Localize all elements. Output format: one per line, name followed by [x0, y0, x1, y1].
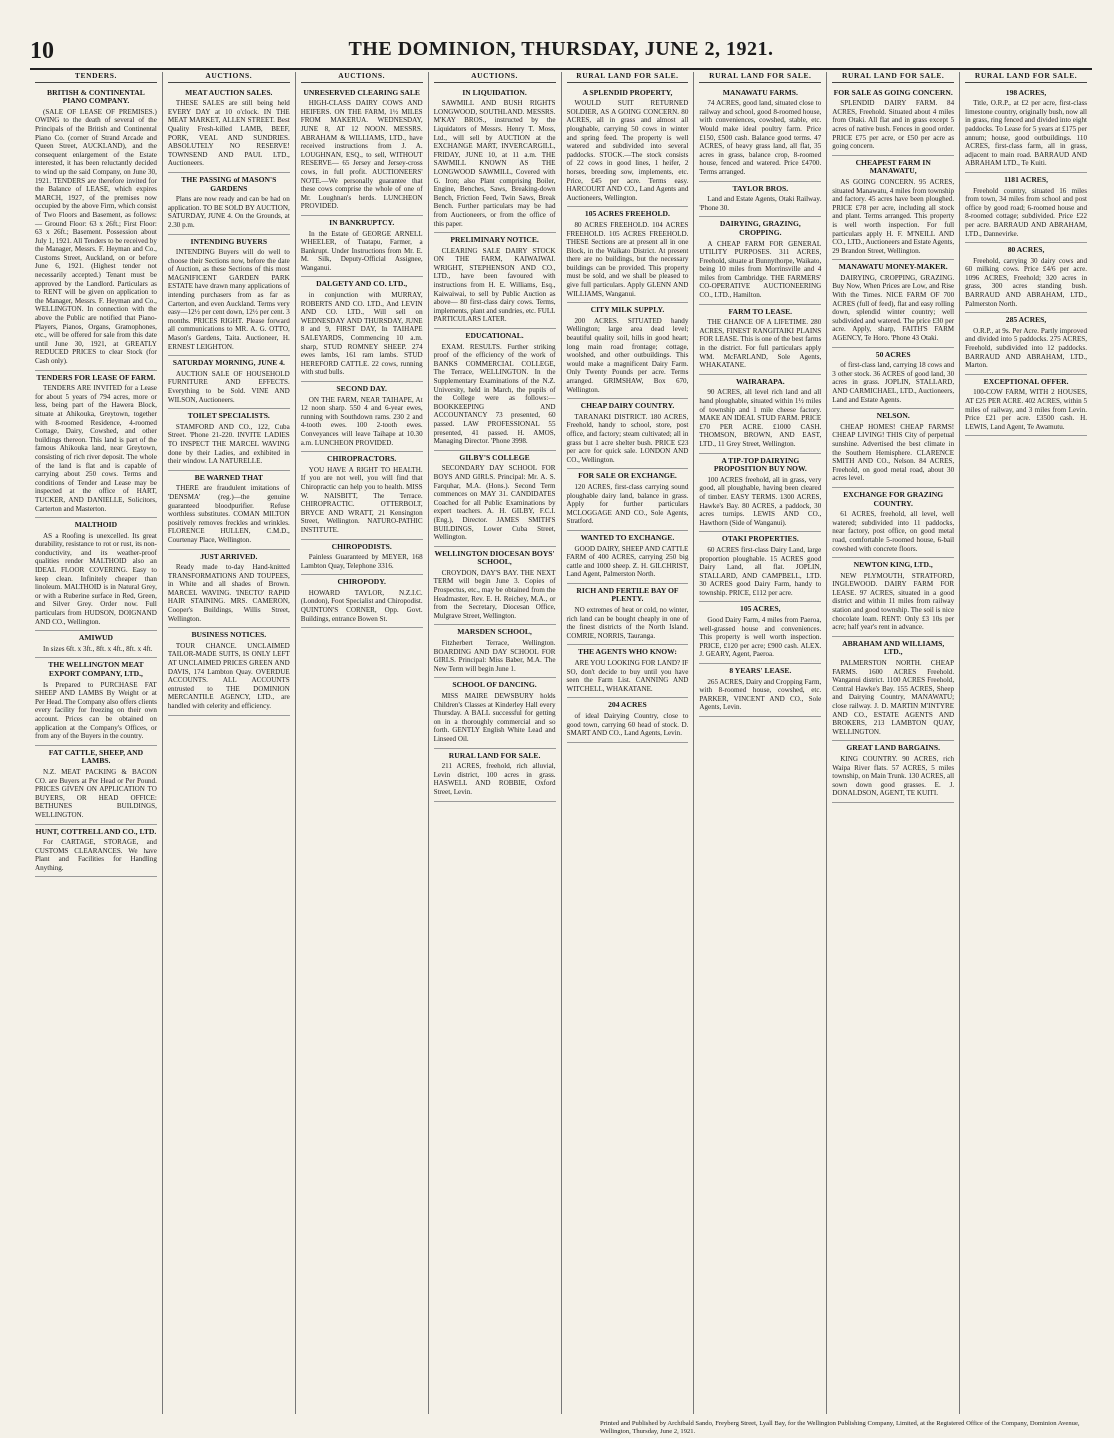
ad-title: MARSDEN SCHOOL, — [457, 627, 532, 637]
masthead — [30, 38, 1092, 70]
advertisement — [434, 547, 556, 626]
ad-body: INTENDING Buyers will do well to choose their Sections now, before the date of Auction, as these Sections of this most MAGNIFICENT GARDEN PARK ESTATE have drawn many applications of intending purchasers from as far as Carterton, and even Auckland. Terms very easy—12½ per cent down, 12½ per cent. 3 months. PRICES RIGHT. Please forward all communications to MR. A. G. OTTO, Mason's Gardens, Taita. Auctioneer, H. ERNEST LEIGHTON. — [167, 248, 290, 351]
ad-title: CHEAPEST FARM IN MANAWATU, — [855, 157, 931, 176]
advertisement — [434, 678, 556, 748]
ad-title: TAYLOR BROS. — [732, 183, 789, 193]
advertisement — [699, 664, 821, 717]
ad-title: IN LIQUIDATION. — [462, 87, 527, 97]
advertisement — [301, 216, 423, 278]
ad-title: 204 ACRES — [608, 700, 647, 710]
ad-title: HUNT, COTTRELL AND CO., LTD. — [35, 826, 157, 836]
ad-body: DAIRYING, CROPPING, GRAZING. Buy Now, When Prices are Low, and Rise With the Times. NICE FARM OF 700 ACRES (full of feed), flat and easy rolling down, splendid winter country; well subdivided and watered. The price £30 per acre. Apply, sharp, FAITH'S FARM AGENCY, Te Horo. 'Phone 43 Otaki. — [832, 273, 955, 343]
ad-title: CITY MILK SUPPLY. — [590, 305, 665, 315]
advertisement — [168, 550, 290, 629]
column-heading: AUCTIONS. — [434, 72, 556, 83]
page-number: 10 — [30, 38, 54, 64]
column-heading: RURAL LAND FOR SALE. — [832, 72, 954, 83]
column-3 — [296, 72, 429, 1414]
ad-title: 50 ACRES — [875, 349, 911, 359]
ad-body: MISS MAIRE DEWSBURY holds Children's Classes at Kinderley Hall every Thursday. A BALL successful for getting on in a thoroughly commercial and so forth. GENTLY English White Lead and Linseed Oil. — [433, 692, 556, 743]
advertisement — [434, 625, 556, 678]
ad-body: 211 ACRES, freehold, rich alluvial, Levin district, 100 acres in grass. HASWELL AND ROBBIE, Oxford Street, Levin. — [433, 762, 556, 796]
ad-body: (SALE OF LEASE OF PREMISES.) OWING to the death of several of the Principals of the British and Continental Piano Co. (corner of Strand Arcade and Queen Street, AUCKLAND), and the consequent enlargement of the Estate interested, it has been reluctantly decided to wind up the said Company, on June 30, 1921. TENDERS are therefore invited for the Balance of LEASE, which expires MARCH, 1927, of the premises now occupied by the above Firm, which consist of Two Floors and Basement, as follows:— Ground Floor: 63 x 26ft.; First Floor: 63 x 26ft.; Basement. Possession about July 1, 1921. All Tenders to be received by the Manager, Messrs. F. Heyman and Co., Customs Street, Auckland, on or before June 6, 1921. (Highest tender not necessarily accepted.) Tenant must be approved by the Landlord. Particulars as to RENT will be given on application to the Manager, Messrs. F. Heyman and Co., WELLINGTON. In connection with the above the Public are notified that Piano-Players, Pianos, Organs, Gramophones, etc., will be offered for sale from this date until June 30, 1921, at GREATLY REDUCED PRICES to clear Stock (for Cash only). — [35, 107, 157, 365]
ad-body: TOUR CHANCE. UNCLAIMED TAILOR-MADE SUITS, IS ONLY LEFT AT UNCLAIMED PRICES GREEN AND DAVIS, 174 Lambton Quay. OVERDUE ACCOUNTS. ALL ACCOUNTS entrusted to THE DOMINION MERCANTILE AGENCY, LTD., are handled with celerity and efficiency. — [167, 641, 290, 710]
column-heading: RURAL LAND FOR SALE. — [965, 72, 1087, 83]
ad-title: EXCHANGE FOR GRAZING COUNTRY. — [843, 489, 944, 508]
ad-title: THE PASSING of MASON'S GARDENS — [181, 174, 277, 193]
ad-body: 80 ACRES FREEHOLD. 104 ACRES FREEHOLD. 105 ACRES FREEHOLD. THESE Sections are at present all in one Block, in the Waikato District. At present there are no buildings, but the necessary buildings can be provided. This property must be sold, and we shall be pleased to give full particulars. Apply GLENN AND WILLIAMS, Wanganui. — [566, 220, 689, 298]
ad-title: TOILET SPECIALISTS. — [187, 411, 270, 421]
ad-title: MALTHOID — [74, 520, 118, 530]
ad-title: A TIP-TOP DAIRYING PROPOSITION BUY NOW. — [713, 455, 807, 474]
advertisement — [699, 602, 821, 664]
column-heading: RURAL LAND FOR SALE. — [567, 72, 689, 83]
ad-body: Painless Guaranteed by MEYER, 168 Lambton Quay, Telephone 3316. — [300, 553, 423, 570]
advertisement — [168, 235, 290, 357]
ad-body: STAMFORD AND CO., 122, Cuba Street. 'Phone 21-220. INVITE LADIES TO INSPECT THE MARCEL WAVING done by their Ladies, and exhibited in their window. LA NATURELLE. — [167, 422, 290, 466]
advertisement — [301, 452, 423, 539]
column-2 — [163, 72, 296, 1414]
advertisement — [301, 540, 423, 576]
ad-body: HIGH-CLASS DAIRY COWS AND HEIFERS. ON THE FARM, 1½ MILES FROM MAKERUA. WEDNESDAY, JUNE 8, AT 12 NOON. MESSRS. ABRAHAM & WILLIAMS, LTD., have received instructions from J. A. LOUGHNAN, ESQ., to sell, WITHOUT RESERVE— 65 Jersey and Jersey-cross cows, in full profit. AUCTIONEERS' NOTE.—We personally guarantee that these cows comprise the whole of one of Mr. Loughnan's herds. LUNCHEON PROVIDED. — [300, 99, 423, 211]
ad-body: THESE SALES are still being held EVERY DAY at 10 o'clock. IN THE MEAT MARKET, ALLEN STREET. Best Quality Fresh-killed LAMB, BEEF, PORK, VEAL AND SUNDRIES. ABSOLUTELY NO RESERVE! TOWNSEND AND PAUL LTD., Auctioneers. — [167, 99, 290, 168]
advertisement — [699, 532, 821, 602]
ad-body: 200 ACRES. SITUATED handy Wellington; large area dead level; beautiful quality soil, hills in good heart; long main road frontage; cottage, woolshed, and other outbuildings. This would make a magnificent Dairy Farm. Only Twenty Pounds per acre. Terms arranged. GRIMSHAW, Box 670, Wellington. — [566, 316, 689, 394]
columns-container — [30, 72, 1092, 1414]
ad-body: CHEAP HOMES! CHEAP FARMS! CHEAP LIVING! THIS City of perpetual sunshine. Advertised the best climate in the Southern Hemisphere. CLARENCE SMITH AND CO., Nelson. 84 ACRES, Freehold, on good metal road, about 30 acres level. — [832, 422, 955, 483]
ad-body: 60 ACRES first-class Dairy Land, large proportion ploughable. 15 ACRES good Dairy Land, all flat. JOPLIN, STALLARD, AND CAMPBELL, LTD. 30 ACRES good Dairy Farm, handy to township. PRICE, £112 per acre. — [699, 545, 822, 597]
ad-title: PRELIMINARY NOTICE. — [450, 235, 539, 245]
advertisement — [567, 531, 689, 584]
advertisement — [965, 313, 1087, 375]
ad-body: 120 ACRES, first-class carrying sound ploughable dairy land, balance in grass. Apply for further particulars MCLOGGAGE AND CO., Sole Agents, Stratford. — [566, 482, 689, 526]
advertisement — [965, 375, 1087, 437]
ad-body: SAWMILL AND BUSH RIGHTS LONGWOOD, SOUTHLAND. MESSRS. M'KAY BROS., instructed by the Liquidators of Messrs. Henry T. Moss, Ltd., will sell by AUCTION at the EXCHANGE MART, INVERCARGILL, FRIDAY, JUNE 10, at 11 a.m. THE SAWMILL KNOWN AS THE LONGWOOD SAWMILL, Covered with G. Iron; also Plant comprising Boiler, Engine, Benches, Saws, Breaking-down Bench, Friction Feed, Twin Saws, Break Bench. Further particulars may be had from Auctioneers, or from the office of this paper. — [433, 99, 556, 228]
advertisement — [35, 825, 157, 878]
ad-body: TARANAKI DISTRICT. 180 ACRES, Freehold, handy to school, store, post office, and factory; steam cultivated; all in grass but 1 acre shelter bush. PRICE £23 per acre for quick sale. LONDON AND CO., Wellington. — [566, 412, 689, 464]
advertisement — [832, 741, 954, 803]
advertisement — [699, 217, 821, 304]
printer-imprint: Printed and Published by Archibald Sando, Freyberg Street, Lyall Bay, for the Wellington Publishing Company, Limited, at the Registered Office of the Company, Dominion Avenue, Wellington, Thursday, June 2, 1921. — [600, 1420, 1080, 1435]
advertisement — [832, 348, 954, 410]
column-8 — [960, 72, 1092, 1414]
ad-body: 100-COW FARM, WITH 2 HOUSES, AT £25 PER ACRE. 402 ACRES, within 5 miles of railway, and 3 miles from Levin. Price £21 per acre. £3500 cash. H. LEWIS, Land Agent, Te Awamutu. — [965, 388, 1087, 431]
ad-body: For CARTAGE, STORAGE, and CUSTOMS CLEARANCES. We have Plant and Facilities for Handling Anything. — [35, 838, 157, 872]
advertisement — [35, 631, 157, 658]
advertisement — [832, 260, 954, 347]
advertisement — [965, 173, 1087, 243]
advertisement — [35, 658, 157, 745]
advertisement — [832, 156, 954, 261]
ad-body: O.R.P., at 9s. Per Acre. Partly improved and divided into 5 paddocks. 275 ACRES, Freehold, subdivided into 12 paddocks. BARRAUD AND ABRAHAM, LTD., Marton. — [965, 326, 1087, 370]
ad-title: WANTED TO EXCHANGE. — [580, 532, 675, 542]
ad-body: CLEARING SALE DAIRY STOCK ON THE FARM, KAIWAIWAI. WRIGHT, STEPHENSON AND CO., LTD., have been favoured with instructions from H. E. Williams, Esq., Kaiwaiwai, to sell by Public Auction as above— 80 first-class dairy cows. Terms, implements, plant and sundries, etc. FULL PARTICULARS LATER. — [433, 246, 556, 324]
advertisement — [699, 375, 821, 454]
advertisement — [301, 277, 423, 382]
column-4 — [429, 72, 562, 1414]
ad-title: RICH AND FERTILE BAY OF PLENTY. — [576, 585, 679, 604]
ad-title: TENDERS FOR LEASE OF FARM. — [36, 372, 156, 382]
advertisement — [965, 86, 1087, 173]
ad-body: Plans are now ready and can be had on application. TO BE SOLD BY AUCTION, SATURDAY, JUNE 4. On the Grounds, at 2.30 p.m. — [167, 195, 290, 229]
ad-title: ABRAHAM AND WILLIAMS, LTD., — [842, 638, 945, 657]
ad-body: Title, O.R.P., at £2 per acre, first-class limestone country, originally bush, now all in grass, ring fenced and divided into eight paddocks. To Lease for 5 years at £175 per annum; house, good outbuildings. 110 ACRES, first-class farm, all in grass, adjacent to main road. BARRAUD AND ABRAHAM LTD., Te Kuiti. — [965, 99, 1087, 168]
ad-body: GOOD DAIRY, SHEEP AND CATTLE FARM of 400 ACRES, carrying 250 big cattle and 1000 sheep. Z. H. GILCHRIST, Land Agent, Palmerston North. — [566, 544, 689, 579]
ad-title: MANAWATU FARMS. — [722, 87, 798, 97]
ad-body: 90 ACRES, all level rich land and all hand ploughable, situated within 1½ miles of township and 1 mile cheese factory. MAKE AN IDEAL STUD FARM. PRICE £70 PER ACRE. £1000 CASH. THOMSON, BROWN, AND EAST, LTD., 11 Grey Street, Wellington. — [699, 388, 822, 448]
ad-body: Fitzherbert Terrace, Wellington. BOARDING AND DAY SCHOOL FOR GIRLS. Principal: Miss Baber, M.A. The New Term will begin June 1. — [433, 639, 556, 673]
advertisement — [168, 173, 290, 235]
ad-title: THE AGENTS WHO KNOW: — [578, 647, 677, 657]
advertisement — [434, 233, 556, 329]
ad-body: 265 ACRES, Dairy and Cropping Farm, with 8-roomed house, cowshed, etc. PARKER, VINCENT AND CO., Sole Agents, Levin. — [699, 677, 822, 712]
ad-title: THE WELLINGTON MEAT EXPORT COMPANY, LTD., — [48, 660, 144, 678]
advertisement — [35, 746, 157, 825]
ad-title: 105 ACRES FREEHOLD. — [584, 209, 670, 219]
ad-body: EXAM. RESULTS. Further striking proof of the efficiency of the work of BANKS COMMERCIAL COLLEGE, The Terrace, WELLINGTON. In the Supplementary Examinations of the N.Z. University, held in March, the pupils of the College were as follows:— BOOKKEEPING AND ACCOUNTANCY 73 presented, 60 passed. LAW PROFESSIONAL 55 presented, 41 passed. H. AMOS, Managing Director. 'Phone 3998. — [433, 342, 556, 446]
ad-title: 198 ACRES, — [1005, 87, 1047, 97]
advertisement — [301, 86, 423, 216]
ad-title: FOR SALE OR EXCHANGE. — [578, 471, 677, 481]
ad-title: CHIROPODY. — [337, 577, 386, 587]
advertisement — [434, 86, 556, 234]
advertisement — [567, 86, 689, 208]
ad-title: A SPLENDID PROPERTY, — [582, 87, 673, 97]
ad-body: HOWARD TAYLOR, N.Z.I.C. (London), Foot Specialist and Chiropodist. QUINTON'S CORNER, Opp. Govt. Buildings, entrance Bowen St. — [300, 588, 423, 623]
ad-body: CROYDON, DAY'S BAY. THE NEXT TERM will begin June 3. Copies of Prospectus, etc., may be obtained from the Headmaster, Rev. E. H. Reichey, M.A., or from the Secretary, Diocesan Office, Mulgrave Street, Wellington. — [433, 568, 556, 620]
ad-body: Freehold, carrying 30 dairy cows and 60 milking cows. Price £4/6 per acre. 1096 ACRES, Freehold; 320 acres in grass, 300 acres standing bush. BARRAUD AND ABRAHAM, LTD., Palmerston North. — [965, 256, 1087, 308]
ad-body: In the Estate of GEORGE ARNELL WHEELER, of Tuatapu, Farmer, a Bankrupt. Under Instructions from Mr. E. M. Silk, Deputy-Official Assignee, Wanganui. — [300, 229, 423, 272]
advertisement — [168, 471, 290, 550]
ad-body: of first-class land, carrying 18 cows and 3 other stock. 36 ACRES of good land, 30 acres in grass. JOPLIN, STALLARD, AND CARMICHAEL, LTD., Auctioneers, Land and Estate Agents. — [832, 361, 955, 404]
ad-body: Ready made to-day Hand-knitted TRANSFORMATIONS AND TOUPEES, in White and all shades of Brown. MARCEL WAVING. 'INECTO' RAPID HAIR STAINING. MRS. CAMERON, Cooper's Buildings, Willis Street, Wellington. — [167, 563, 290, 623]
ad-body: PALMERSTON NORTH. CHEAP FARMS. 1600 ACRES Freehold. Wanganui district. 1100 ACRES Freehold, Central Hawke's Bay. 155 ACRES, Sheep and Dairying Country, MANAWATU; close railway. J. D. MARTIN M'INTYRE AND CO., ESTATE AGENTS AND BROKERS, 213 LAMBTON QUAY, WELLINGTON. — [832, 659, 955, 736]
ad-body: Good Dairy Farm, 4 miles from Paeroa, well-grassed house and conveniences. This property is well worth inspection. PRICE, £120 per acre; £900 cash. ALEX. J. GEARY, Agent, Paeroa. — [699, 616, 822, 659]
ad-body: A CHEAP FARM FOR GENERAL UTILITY PURPOSES. 311 ACRES, Freehold, situate at Bunnythorpe, Waikato, being 10 miles from Morrinsville and 4 miles from Cambridge. THE FARMERS' CO-OPERATIVE AUCTIONEERING CO., LTD., Hamilton. — [699, 239, 822, 300]
ad-title: 1181 ACRES, — [1004, 174, 1048, 184]
advertisement — [434, 451, 556, 547]
ad-body: THE CHANCE OF A LIFETIME. 280 ACRES, FINEST RANGITAIKI PLAINS FOR LEASE. This is one of the best farms in the district. For full particulars apply WM. McFARLAND, Sole Agents, WHAKATANE. — [699, 318, 822, 370]
ad-title: 80 ACRES, — [1007, 245, 1045, 255]
ad-title: SECOND DAY. — [336, 384, 387, 393]
ad-body: TENDERS ARE INVITED for a Lease for about 5 years of 794 acres, more or less, being part of the Hawera Block, situate at Ahikouka, Greytown, together with 8-roomed Residence, 4-roomed Cottage, Dairy, Cowshed, and other buildings thereon. This land is part of the famous Ahikouka land, near Greytown, consisting of rich river deposit. The whole of the land is flat and is capable of carrying about 250 cows. Terms and conditions of Tender and Lease may be inspected at the office of HART, TUCKER, AND DANIELLE, Solicitors, Carterton and Masterton. — [35, 384, 157, 513]
ad-body: Is Prepared to PURCHASE FAT SHEEP AND LAMBS By Weight or at Per Head. The Company also offers clients every facility for freezing on their own account. Prices can be obtained on application at the Company's Offices, or from any of the Buyers in the country. — [35, 680, 157, 741]
advertisement — [567, 303, 689, 399]
advertisement — [699, 182, 821, 218]
ad-title: UNRESERVED CLEARING SALE — [303, 87, 420, 97]
advertisement — [35, 518, 157, 631]
ad-title: WAIRARAPA. — [736, 376, 785, 386]
ad-body: YOU HAVE A RIGHT TO HEALTH. If you are not well, you will find that Chiropractic can help you to health. MISS W. NAISBITT, The Terrace. CHIROPRACTIC. OTTERBOLT, BRYCE AND WRATT, 21 Kensington Street, Wellington. NATURO-PATHIC INSTITUTE. — [300, 465, 423, 534]
ad-title: JUST ARRIVED. — [200, 551, 258, 561]
ad-title: CHIROPRACTORS. — [327, 454, 397, 464]
column-heading: TENDERS. — [35, 72, 157, 83]
advertisement — [832, 488, 954, 558]
ad-title: FAT CATTLE, SHEEP, AND LAMBS. — [48, 747, 144, 766]
ad-title: 285 ACRES, — [1005, 315, 1047, 325]
advertisement — [832, 558, 954, 637]
ad-title: SCHOOL OF DANCING. — [452, 680, 537, 690]
ad-body: WOULD SUIT RETURNED SOLDIER, AS A GOING CONCERN. 80 ACRES, all in grass and almost all ploughable, carrying 50 cows in winter and spring feed. The property is well watered and subdivided into several paddocks. STOCK.—The stock consists of 22 cows in good lines, 1 heifer, 2 horses, breeding sow, implements, etc. Price, £45 per acre. Terms easy. HARCOURT AND CO., Land Agents and Auctioneers, Wellington. — [566, 99, 689, 202]
ad-title: DAIRYING, GRAZING, CROPPING. — [719, 219, 801, 237]
ad-body: in conjunction with MURRAY, ROBERTS AND CO. LTD., And LEVIN AND CO. LTD., Will sell on WEDNESDAY AND THURSDAY, JUNE 8 and 9, FIRST DAY, In TAIHAPE SALEYARDS, Commencing 10 a.m. sharp, STUD ROMNEY SHEEP. 274 ewes lambs, 161 ram lambs. STUD HEREFORD CATTLE. 22 cows, running with stud bulls. — [300, 291, 423, 377]
ad-title: WELLINGTON DIOCESAN BOYS' SCHOOL, — [434, 548, 555, 567]
ad-title: 105 ACRES, — [740, 604, 781, 614]
ad-title: EDUCATIONAL. — [465, 331, 524, 341]
ad-title: BRITISH & CONTINENTAL PIANO COMPANY. — [47, 87, 145, 106]
advertisement — [567, 584, 689, 646]
ad-title: BE WARNED THAT — [194, 472, 263, 482]
ad-title: EXCEPTIONAL OFFER. — [983, 376, 1069, 386]
ad-body: SECONDARY DAY SCHOOL FOR BOYS AND GIRLS. Principal: Mr. A. S. Farquhar, M.A. (Hons.). Second Term commences on MAY 31. CANDIDATES Coached for all Public Examinations by expert teachers. A. H. GILBY, F.C.I. (Eng.), Director. JAMES SMITH'S BUILDINGS, Lower Cuba Street, Wellington. — [433, 464, 556, 542]
advertisement — [699, 86, 821, 182]
advertisement — [832, 409, 954, 488]
ad-title: GREAT LAND BARGAINS. — [846, 743, 940, 753]
advertisement — [832, 86, 954, 156]
ad-body: NEW PLYMOUTH, STRATFORD, INGLEWOOD. DAIRY FARM FOR LEASE. 97 ACRES, situated in a good district and within 11 miles from railway station and good township. The soil is nice chocolate loam. RENT: Only £3 10s per acre; half year's rent in advance. — [832, 571, 955, 632]
ad-title: NEWTON KING, LTD., — [853, 560, 933, 570]
advertisement — [567, 698, 689, 742]
ad-body: KING COUNTRY. 90 ACRES, rich Waipa River flats. 57 ACRES, 5 miles township, on Main Trunk. 130 ACRES, all sown down good grasses. E. J. DONALDSON, AGENT, TE KUITI. — [832, 754, 955, 798]
ad-body: AS a Roofing is unexcelled. Its great durability, resistance to rot or rust, its non-conductivity, and its weather-proof qualities render MALTHOID also an IDEAL FLOOR COVERING. Easy to keep clean. Infinitely cheaper than linoleum. MALTHOID is in Natural Grey, or with a Ruberine surface in Red, Green, and Silver Grey. Order now. Full particulars from HUDSON, DOIGNAND AND CO., Wellington. — [35, 531, 157, 626]
ad-title: SATURDAY MORNING, JUNE 4. — [172, 358, 285, 368]
advertisement — [168, 356, 290, 409]
ad-body: Freehold country, situated 16 miles from town, 34 miles from school and post office by good road; 6-roomed house and 8-roomed cottage; subdivided. Price £22 per acre. BARRAUD AND ABRAHAM, LTD., Dannevirke. — [965, 186, 1087, 238]
newspaper-title: THE DOMINION, THURSDAY, JUNE 2, 1921. — [348, 38, 774, 60]
ad-title: NELSON. — [876, 411, 910, 421]
advertisement — [832, 637, 954, 742]
advertisement — [301, 575, 423, 628]
ad-body: N.Z. MEAT PACKING & BACON CO. are Buyers at Per Head or Per Pound. PRICES GIVEN ON APPLICATION TO BUYERS, OR HEAD OFFICE: BETHUNES BUILDINGS, WELLINGTON. — [35, 767, 157, 819]
advertisement — [301, 382, 423, 452]
advertisement — [35, 371, 157, 519]
column-heading: AUCTIONS. — [301, 72, 423, 83]
advertisement — [35, 86, 157, 371]
ad-title: FOR SALE AS GOING CONCERN. — [833, 87, 953, 97]
ad-body: ARE YOU LOOKING FOR LAND? IF SO, don't decide to buy until you have seen the Farm List. CANNING AND WITCHELL, WHAKATANE. — [566, 659, 689, 693]
column-heading: AUCTIONS. — [168, 72, 290, 83]
ad-body: SPLENDID DAIRY FARM. 84 ACRES, Freehold. Situated about 4 miles from Otaki. All flat and in grass except 5 acres of native bush. Fences in good order. PRICE £75 per acre, or £50 per acre as going concern. — [832, 99, 955, 151]
ad-title: AMIWUD — [78, 633, 114, 643]
ad-body: Land and Estate Agents, Otaki Railway. 'Phone 30. — [699, 195, 822, 212]
ad-title: CHEAP DAIRY COUNTRY. — [580, 401, 675, 411]
ad-body: 74 ACRES, good land, situated close to railway and school, good 8-roomed house, with conveniences, cowshed, stable, etc. Would make ideal poultry farm. Price £150, £500 cash. Balance good terms. 47 ACRES, of heavy grass land, all flat, 35 acres in grass, balance crop, 8-roomed house, fenced and watered. Price £4700. Terms arranged. — [699, 99, 822, 176]
ad-body: 100 ACRES freehold, all in grass, very good, all ploughable, having been cleared of timber. EASY TERMS. 1300 ACRES, Hawke's Bay. 80 ACRES, a paddock, 30 acres turnips. LEWIS AND CO., Hawthorn (Side of Wanganui). — [699, 475, 822, 527]
column-heading: RURAL LAND FOR SALE. — [699, 72, 821, 83]
ad-title: DALGETY AND CO. LTD., — [316, 279, 408, 289]
advertisement — [434, 329, 556, 451]
advertisement — [965, 243, 1087, 313]
advertisement — [168, 628, 290, 715]
column-7 — [827, 72, 960, 1414]
ad-body: In sizes 6ft. x 3ft., 8ft. x 4ft., 8ft. x 4ft. — [43, 644, 153, 653]
ad-title: GILBY'S COLLEGE — [459, 452, 530, 462]
ad-title: MEAT AUCTION SALES. — [185, 87, 273, 97]
ad-body: 61 ACRES, freehold, all level, well watered; subdivided into 11 paddocks, near factory, post office, on good metal road, comfortable 5-roomed house, 6-bail cowshed with concrete floors. — [832, 510, 955, 553]
ad-body: NO extremes of heat or cold, no winter, rich land can be bought cheaply in one of the finest districts of the North Island. COMRIE, NORRIS, Tauranga. — [566, 606, 689, 640]
ad-title: OTAKI PROPERTIES. — [721, 534, 799, 544]
ad-body: ON THE FARM, NEAR TAIHAPE, At 12 noon sharp. 550 4 and 6-year ewes, running with Southdown rams. 230 2 and 4-tooth ewes. 100 2-tooth ewes. Conveyances will leave Taihape at 10.30 a.m. LUNCHEON PROVIDED. — [300, 395, 423, 447]
advertisement — [168, 86, 290, 173]
column-1 — [30, 72, 163, 1414]
ad-body: AUCTION SALE OF HOUSEHOLD FURNITURE AND EFFECTS. Everything to be Sold. VINE AND WILSON, Auctioneers. — [167, 369, 290, 404]
advertisement — [567, 645, 689, 698]
advertisement — [699, 305, 821, 375]
ad-title: RURAL LAND FOR SALE. — [448, 750, 541, 760]
advertisement — [699, 454, 821, 533]
advertisement — [434, 749, 556, 802]
ad-body: THERE are fraudulent imitations of 'DENSMA' (reg.)—the genuine guaranteed bloodpurifier. Refuse worthless substitutes. COMAN MILTON positively removes freckles and wrinkles. FLORENCE HULLEN, C.M.D., Courtenay Place, Wellington. — [167, 484, 290, 544]
ad-title: IN BANKRUPTCY. — [329, 217, 395, 227]
advertisement — [567, 207, 689, 303]
ad-title: BUSINESS NOTICES. — [191, 630, 267, 640]
ad-title: CHIROPODISTS. — [331, 541, 392, 551]
advertisement — [168, 409, 290, 471]
advertisement — [567, 469, 689, 531]
ad-body: of ideal Dairying Country, close to good town, carrying 60 head of stock. D. SMART AND CO., Land Agents, Levin. — [566, 712, 689, 738]
ad-title: INTENDING BUYERS — [190, 236, 268, 246]
advertisement — [567, 399, 689, 469]
ad-title: MANAWATU MONEY-MAKER. — [838, 262, 948, 272]
ad-body: AS GOING CONCERN. 95 ACRES, situated Manawatu, 4 miles from township and factory. 45 acres have been ploughed. PRICE £78 per acre, including all stock and plant. Terms arranged. This property is well worth inspection. For full particulars apply H. F. M'NEILL AND CO., LTD., Auctioneers and Estate Agents, 29 Brandon Street, Wellington. — [832, 177, 955, 255]
ad-title: FARM TO LEASE. — [728, 306, 793, 316]
ad-title: 8 YEARS' LEASE. — [729, 666, 792, 676]
column-6 — [694, 72, 827, 1414]
column-5 — [562, 72, 695, 1414]
